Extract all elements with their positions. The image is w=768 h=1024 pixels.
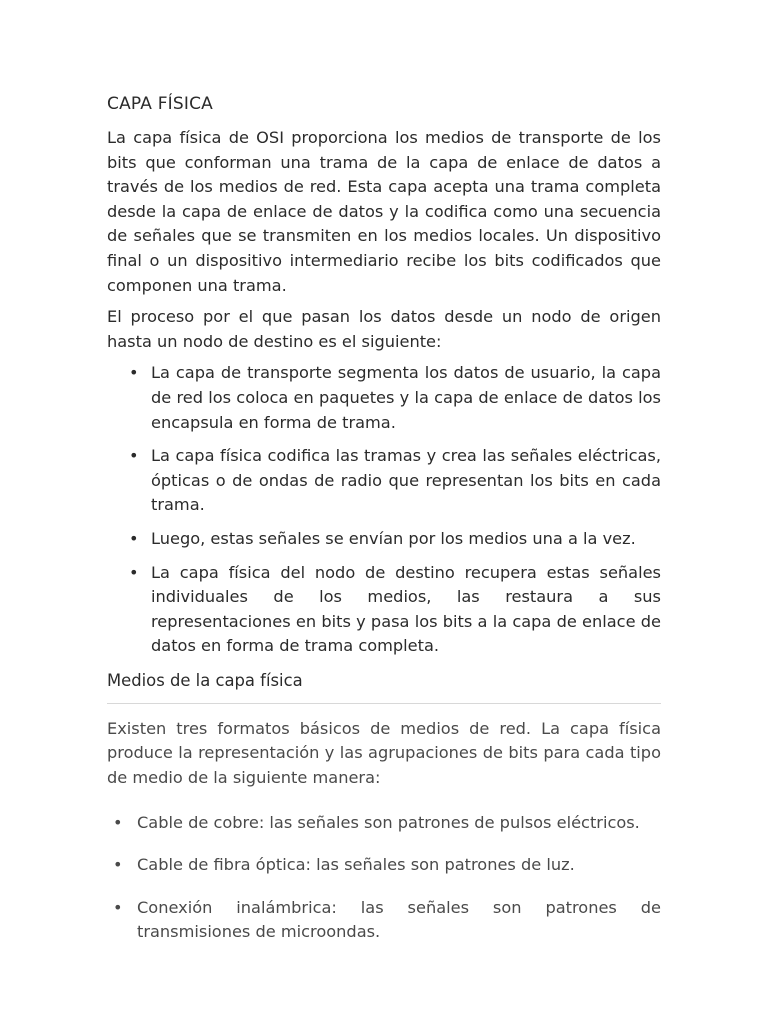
list-item xyxy=(107,527,661,552)
list-item xyxy=(107,361,661,435)
media-types-list xyxy=(107,811,661,945)
list-item-text: Luego, estas señales se envían por los medios una a la vez. xyxy=(151,528,636,548)
list-item xyxy=(107,811,661,836)
bullet-icon: • xyxy=(113,812,123,832)
intro-paragraph: La capa física de OSI proporciona los medios de transporte de los bits que conforman una trama de la capa de enlace de datos a través de los medios de red. Esta capa acepta una trama completa desde la capa de enlace de datos y la codifica como una secuencia de señales que se transmiten en los medios locales. Un dispositivo final o un dispositivo intermediario recibe los bits codificados que componen una trama. xyxy=(107,128,661,295)
list-item xyxy=(107,561,661,659)
list-item-text: Conexión inalámbrica: las señales son patrones de transmisiones de microondas. xyxy=(137,897,661,942)
bullet-icon: • xyxy=(129,363,139,383)
bullet-icon: • xyxy=(113,855,123,875)
document-page xyxy=(107,92,661,963)
process-intro-paragraph: El proceso por el que pasan los datos desde un nodo de origen hasta un nodo de destino es el siguiente: xyxy=(107,307,661,351)
bullet-icon: • xyxy=(129,446,139,466)
bullet-icon: • xyxy=(129,528,139,548)
bullet-icon: • xyxy=(129,562,139,582)
page-title: CAPA FÍSICA xyxy=(107,94,213,114)
bullet-icon: • xyxy=(113,897,123,917)
process-steps-list xyxy=(107,361,661,659)
section-heading: Medios de la capa física xyxy=(107,669,661,704)
list-item-text: Cable de fibra óptica: las señales son patrones de luz. xyxy=(137,855,575,875)
list-item-text: La capa de transporte segmenta los datos de usuario, la capa de red los coloca en paquetes y la capa de enlace de datos los encapsula en forma de trama. xyxy=(151,363,661,432)
list-item xyxy=(107,896,661,945)
list-item xyxy=(107,853,661,878)
list-item xyxy=(107,444,661,518)
media-intro-paragraph: Existen tres formatos básicos de medios de red. La capa física produce la representación y las agrupaciones de bits para cada tipo de medio de la siguiente manera: xyxy=(107,718,661,788)
list-item-text: La capa física codifica las tramas y crea las señales eléctricas, ópticas o de ondas de radio que representan los bits en cada trama. xyxy=(151,446,661,515)
list-item-text: La capa física del nodo de destino recupera estas señales individuales de los medios, las restaura a sus representaciones en bits y pasa los bits a la capa de enlace de datos en forma de trama completa. xyxy=(151,562,661,656)
list-item-text: Cable de cobre: las señales son patrones de pulsos eléctricos. xyxy=(137,812,640,832)
